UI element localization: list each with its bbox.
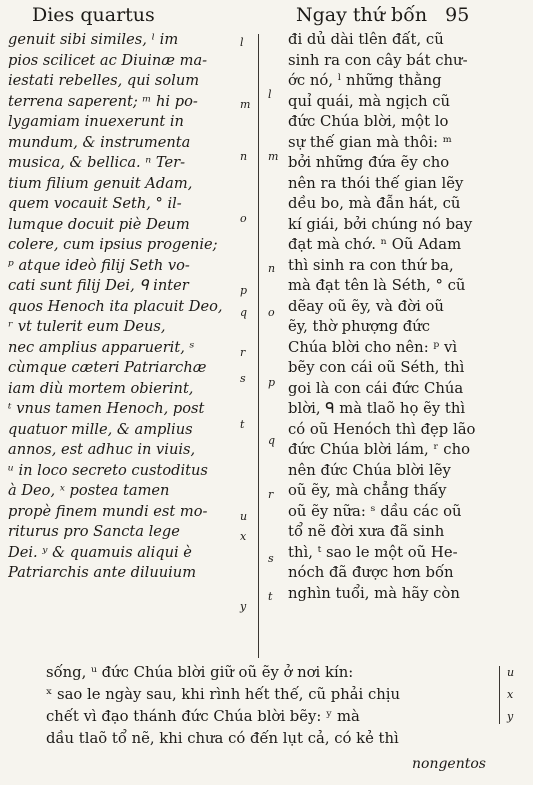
- vietnamese-line: oũ ẽy, mà chẳng thấy: [288, 482, 447, 499]
- margin-note-q: q: [240, 306, 248, 319]
- latin-line: propè finem mundi est mo-: [8, 502, 208, 520]
- latin-line: iam diù mortem obierint,: [8, 379, 194, 397]
- latin-line: iestati rebelles, qui solum: [8, 72, 200, 89]
- margin-note-u: u: [240, 510, 248, 523]
- latin-line: à Deo, ˣ postea tamen: [8, 482, 170, 499]
- vietnamese-line: ớc nó, ˡ những thằng: [288, 72, 442, 89]
- margin-note-m: m: [240, 98, 251, 111]
- vietnamese-line: dẽay oũ ẽy, và đời oũ: [288, 297, 444, 315]
- margin-note-y: y: [240, 600, 247, 613]
- bottom-divider: [499, 666, 500, 724]
- vietnamese-line: ˣ sao le ngày sau, khi rình hết thế, cũ phải chịu: [46, 686, 401, 703]
- running-head-latin: Dies quartus: [32, 4, 155, 26]
- margin-note-r: r: [268, 488, 274, 501]
- margin-note-q: q: [268, 434, 276, 447]
- vietnamese-line: dều bo, mà đẫn hát, cũ: [288, 195, 461, 212]
- vietnamese-line: quỉ quái, mà ngịch cũ: [288, 92, 451, 110]
- vietnamese-line: dầu tlaõ tổ nẽ, khi chưa có đến lụt cả, có kẻ thì: [46, 730, 399, 747]
- vietnamese-line: tổ nẽ đời xưa đã sinh: [288, 523, 445, 540]
- vietnamese-line: nóch đã được hơn bốn: [288, 564, 454, 581]
- vietnamese-line: ẽy, thờ phượng đức: [288, 318, 431, 335]
- latin-line: quem vocauit Seth, ° il-: [8, 195, 182, 212]
- latin-line: cati sunt filij Dei, ᑫ inter: [8, 277, 189, 294]
- vietnamese-line: sống, ᵘ đức Chúa blời giữ oũ ẽy ở nơi kín:: [46, 664, 354, 681]
- latin-column: [8, 30, 238, 584]
- vietnamese-line: nghìn tuổi, mà hãy còn: [288, 584, 460, 602]
- running-head-title: Ngay thứ bốn: [296, 4, 428, 26]
- vietnamese-continuation: [46, 662, 486, 750]
- vietnamese-line: nên đức Chúa blời lẽy: [288, 461, 451, 479]
- margin-note-n: n: [268, 262, 276, 275]
- margin-note-p: p: [240, 284, 248, 297]
- margin-note-m: m: [268, 150, 279, 163]
- latin-line: colere, cum ipsius progenie;: [8, 236, 218, 253]
- margin-note-l: l: [240, 36, 244, 49]
- vietnamese-line: bởi những đứa ẽy cho: [288, 154, 450, 171]
- margin-note-u: u: [507, 666, 515, 679]
- margin-note-r: r: [240, 346, 246, 359]
- vietnamese-line: bẽy con cái oũ Séth, thì: [288, 359, 465, 376]
- latin-line: cùmque cæteri Patriarchæ: [8, 359, 207, 376]
- latin-line: Patriarchis ante diluuium: [8, 564, 197, 581]
- latin-line: lygamiam inuexerunt in: [8, 113, 184, 130]
- margin-note-o: o: [240, 212, 247, 225]
- vietnamese-line: blời, ᑫ mà tlaõ họ ẽy thì: [288, 400, 466, 417]
- vietnamese-line: đi dủ dài tlên đất, cũ: [288, 31, 444, 48]
- margin-note-t: t: [268, 590, 273, 603]
- vietnamese-line: mà đạt tên là Séth, ° cũ: [288, 277, 466, 294]
- margin-note-o: o: [268, 306, 275, 319]
- running-head-vietnamese: [296, 4, 469, 26]
- margin-note-p: p: [268, 376, 276, 389]
- vietnamese-line: nên ra thói thế gian lẽy: [288, 174, 464, 192]
- latin-line: annos, est adhuc in viuis,: [8, 441, 196, 458]
- latin-line: terrena saperent; ᵐ hi po-: [8, 92, 198, 110]
- page-number: 95: [445, 4, 470, 26]
- latin-line: nec amplius apparuerit, ˢ: [8, 338, 195, 356]
- latin-line: quatuor mille, & amplius: [8, 420, 193, 438]
- latin-line: ʳ vt tulerit eum Deus,: [8, 318, 166, 335]
- latin-line: ᵗ vnus tamen Henoch, post: [8, 400, 205, 417]
- vietnamese-line: đức Chúa blời lám, ʳ cho: [288, 441, 471, 458]
- catchword: nongentos: [412, 756, 486, 772]
- latin-line: tium filium genuit Adam,: [8, 174, 193, 192]
- margin-note-l: l: [268, 88, 272, 101]
- margin-note-s: s: [240, 372, 246, 385]
- vietnamese-line: sinh ra con cây bát chư-: [288, 51, 468, 69]
- bottom-margin-notes: [507, 662, 514, 728]
- latin-line: quos Henoch ita placuit Deo,: [8, 297, 223, 315]
- vietnamese-line: kí giái, bởi chúng nó bay: [288, 215, 473, 233]
- margin-note-t: t: [240, 418, 245, 431]
- latin-line: mundum, & instrumenta: [8, 133, 191, 151]
- vietnamese-line: thì, ᵗ sao le một oũ He-: [288, 543, 458, 561]
- margin-note-y: y: [507, 710, 514, 723]
- vietnamese-line: sự thế gian mà thôi: ᵐ: [288, 133, 452, 151]
- margin-note-n: n: [240, 150, 248, 163]
- vietnamese-line: oũ ẽy nữa: ˢ dầu các oũ: [288, 502, 462, 520]
- vietnamese-line: chết vì đạo thánh đức Chúa blời bẽy: ʸ mà: [46, 708, 360, 725]
- latin-line: riturus pro Sancta lege: [8, 523, 180, 540]
- vietnamese-column: [288, 30, 500, 604]
- vietnamese-line: đức Chúa blời, một lo: [288, 113, 449, 130]
- margin-note-x: x: [240, 530, 247, 543]
- vietnamese-line: thì sinh ra con thứ ba,: [288, 256, 454, 274]
- latin-line: ᵘ in loco secreto custoditus: [8, 461, 208, 479]
- latin-line: Dei. ʸ & quamuis aliqui è: [8, 543, 192, 561]
- column-divider: [258, 34, 259, 658]
- margin-note-s: s: [268, 552, 274, 565]
- margin-note-x: x: [507, 688, 514, 701]
- vietnamese-line: Chúa blời cho nên: ᵖ vì: [288, 338, 458, 356]
- latin-line: lumque docuit piè Deum: [8, 215, 190, 233]
- latin-line: pios scilicet ac Diuinæ ma-: [8, 51, 208, 69]
- latin-line: ᵖ atque ideò filij Seth vo-: [8, 256, 190, 274]
- vietnamese-line: đạt mà chớ. ⁿ Oũ Adam: [288, 236, 462, 253]
- vietnamese-line: goi là con cái đức Chúa: [288, 379, 464, 397]
- latin-line: genuit sibi similes, ˡ im: [8, 31, 179, 48]
- latin-line: musica, & bellica. ⁿ Ter-: [8, 154, 186, 171]
- vietnamese-line: có oũ Henóch thì đẹp lão: [288, 420, 476, 438]
